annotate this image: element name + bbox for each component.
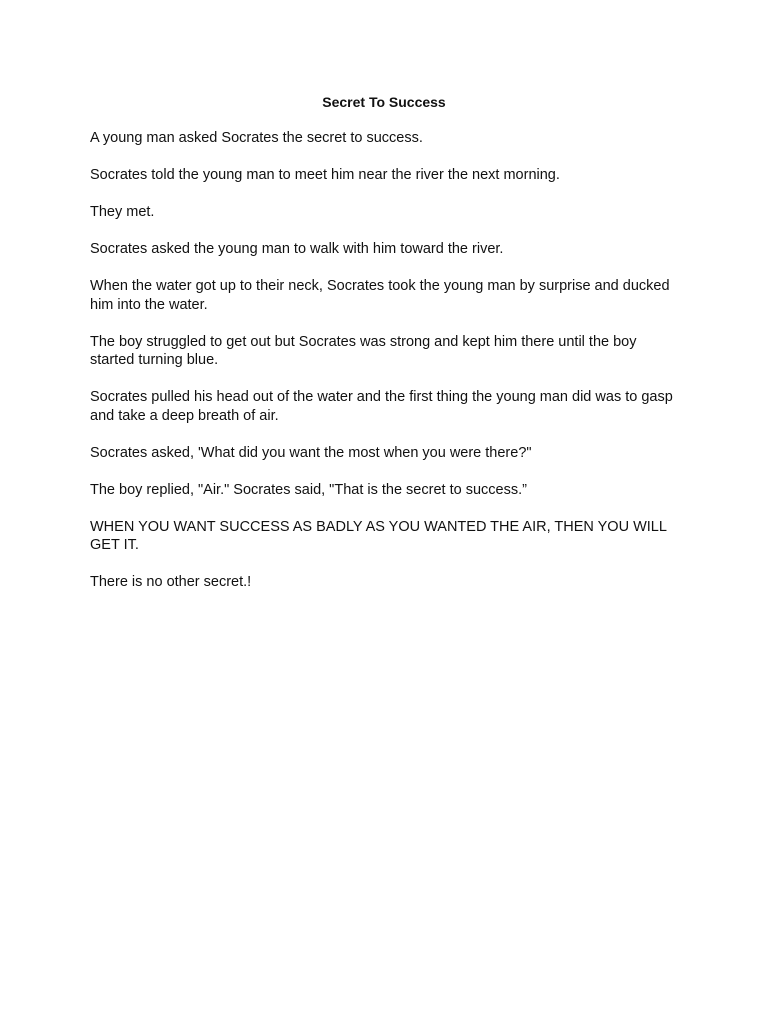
paragraph-5: When the water got up to their neck, Socrates took the young man by surprise and ducked him into the water.: [90, 278, 670, 313]
paragraph-3: They met.: [90, 204, 155, 220]
paragraph-8: Socrates asked, 'What did you want the most when you were there?": [90, 444, 532, 461]
document-title: Secret To Success: [322, 94, 446, 110]
paragraph-1: A young man asked Socrates the secret to success.: [90, 130, 423, 146]
paragraph-4: Socrates asked the young man to walk with him toward the river.: [90, 241, 504, 257]
paragraph-9: The boy replied, "Air." Socrates said, "That is the secret to success.”: [90, 481, 527, 498]
paragraph-7: Socrates pulled his head out of the water and the first thing the young man did was to gasp and take a deep breath of air.: [90, 389, 673, 424]
paragraph-2: Socrates told the young man to meet him near the river the next morning.: [90, 167, 560, 183]
paragraph-10: WHEN YOU WANT SUCCESS AS BADLY AS YOU WANTED THE AIR, THEN YOU WILL GET IT.: [90, 518, 667, 553]
paragraph-6: The boy struggled to get out but Socrates was strong and kept him there until the boy started turning blue.: [90, 333, 637, 368]
paragraph-11: There is no other secret.!: [90, 574, 252, 590]
